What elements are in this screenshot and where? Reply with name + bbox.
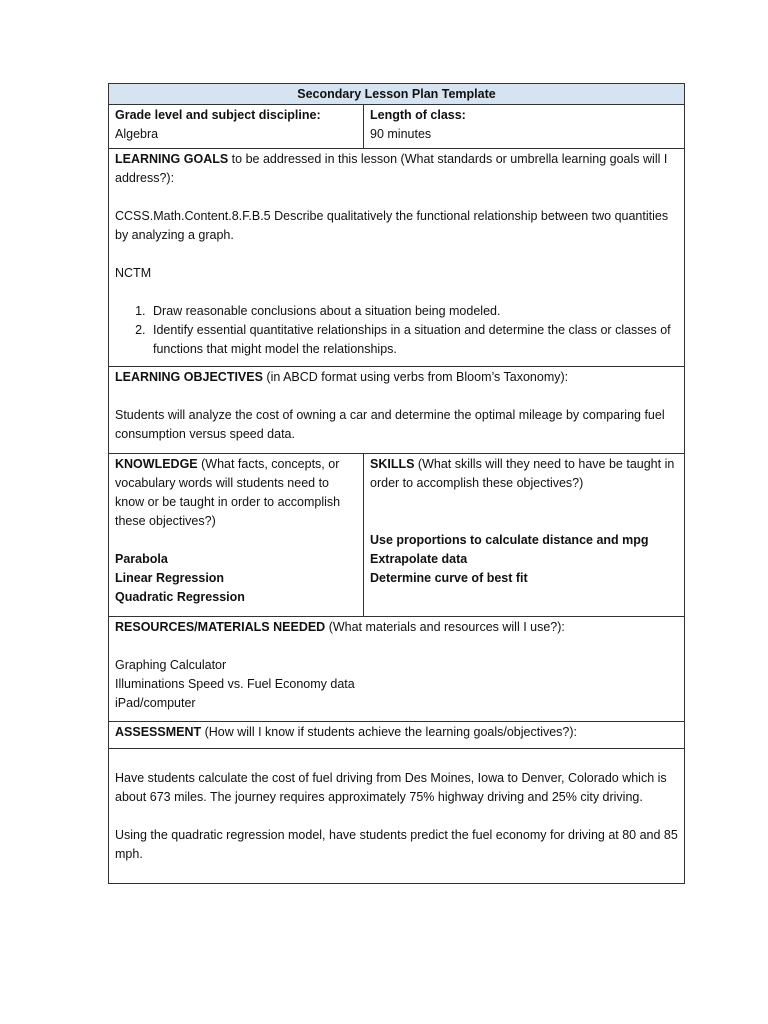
objectives-header <box>115 368 678 387</box>
goals-header <box>115 150 678 188</box>
assessment-header-row <box>109 722 685 749</box>
goals-item: 2. Identify essential quantitative relationships in a situation and determine the class or classes of functions that might model the relationships. <box>149 321 678 359</box>
lesson-plan-table <box>108 83 685 884</box>
title-row <box>109 84 685 105</box>
goals-item: 1. Draw reasonable conclusions about a situation being modeled. <box>149 302 678 321</box>
resource-item: Illuminations Speed vs. Fuel Economy data <box>115 677 355 691</box>
knowledge-cell <box>109 454 364 617</box>
knowledge-heading: KNOWLEDGE <box>115 457 198 471</box>
assessment-header-cell <box>109 722 685 749</box>
assessment-prompt: (How will I know if students achieve the learning goals/objectives?): <box>201 725 578 739</box>
goals-org: NCTM <box>115 266 152 280</box>
resource-item: iPad/computer <box>115 696 196 710</box>
skills-prompt: (What skills will they need to have be taught in order to accomplish these objectives?) <box>370 457 675 490</box>
knowledge-skills-row <box>109 454 685 617</box>
resources-header <box>115 618 678 637</box>
grade-value: Algebra <box>115 127 159 141</box>
goals-prompt: to be addressed in this lesson (What standards or umbrella learning goals will I address?): <box>115 152 668 185</box>
knowledge-header <box>115 455 357 531</box>
resource-item: Graphing Calculator <box>115 658 227 672</box>
grade-cell <box>109 105 364 149</box>
grade-label: Grade level and subject discipline: <box>115 108 321 122</box>
resources-row <box>109 617 685 722</box>
objectives-heading: LEARNING OBJECTIVES <box>115 370 263 384</box>
skills-item: Extrapolate data <box>370 552 468 566</box>
assessment-heading: ASSESSMENT <box>115 725 202 739</box>
assessment-body-cell <box>109 749 685 884</box>
knowledge-item: Quadratic Regression <box>115 590 245 604</box>
assessment-para-1: Have students calculate the cost of fuel driving from Des Moines, Iowa to Denver, Colorado which is about 673 miles. The journey requires approximately 75% highway driving and 25% city driving. <box>115 771 667 804</box>
objectives-prompt: (in ABCD format using verbs from Bloom’s Taxonomy): <box>262 370 569 384</box>
length-cell <box>364 105 685 149</box>
objectives-row <box>109 367 685 454</box>
resources-prompt: (What materials and resources will I use?): <box>325 620 565 634</box>
assessment-para-2: Using the quadratic regression model, have students predict the fuel economy for driving at 80 and 85 mph. <box>115 828 678 861</box>
skills-header <box>370 455 678 493</box>
knowledge-prompt: (What facts, concepts, or vocabulary words will students need to know or be taught in order to accomplish these objectives?) <box>115 457 341 528</box>
objectives-cell <box>109 367 685 454</box>
length-value: 90 minutes <box>370 127 432 141</box>
template-title: Secondary Lesson Plan Template <box>109 84 685 105</box>
resources-heading: RESOURCES/MATERIALS NEEDED <box>115 620 326 634</box>
resources-cell <box>109 617 685 722</box>
class-info-row <box>109 105 685 149</box>
knowledge-item: Parabola <box>115 552 168 566</box>
skills-item: Use proportions to calculate distance and mpg <box>370 533 649 547</box>
skills-cell <box>364 454 685 617</box>
goals-standard: CCSS.Math.Content.8.F.B.5 Describe qualitatively the functional relationship between two quantities by analyzing a graph. <box>115 209 669 242</box>
skills-item: Determine curve of best fit <box>370 571 528 585</box>
goals-cell <box>109 149 685 367</box>
objectives-text: Students will analyze the cost of owning a car and determine the optimal mileage by comparing fuel consumption versus speed data. <box>115 408 665 441</box>
assessment-body-row <box>109 749 685 884</box>
skills-heading: SKILLS <box>370 457 415 471</box>
goals-row <box>109 149 685 367</box>
goals-list <box>115 302 678 359</box>
knowledge-item: Linear Regression <box>115 571 225 585</box>
length-label: Length of class: <box>370 108 466 122</box>
goals-heading: LEARNING GOALS <box>115 152 229 166</box>
